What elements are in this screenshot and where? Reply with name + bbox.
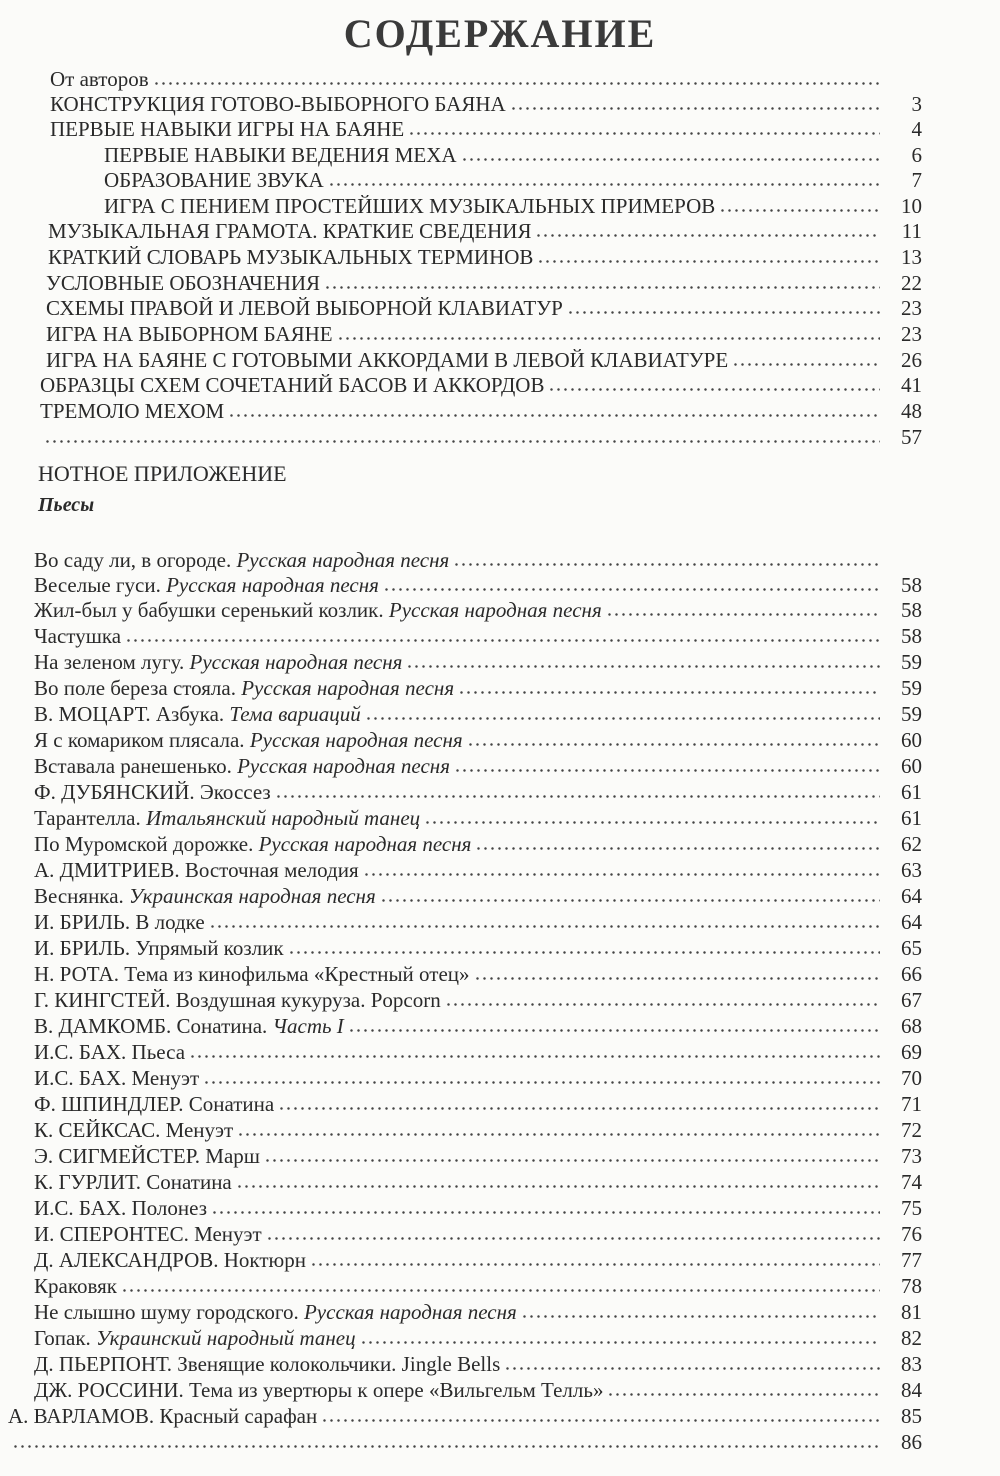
toc-entry-title xyxy=(50,67,149,91)
piece-entry-text: Веснянка. xyxy=(34,884,130,908)
piece-entry xyxy=(34,1324,922,1350)
piece-entry xyxy=(34,1194,922,1220)
dot-leader xyxy=(454,761,880,773)
toc-entry-page: 22 xyxy=(901,271,922,295)
dot-leader xyxy=(324,278,880,290)
piece-entry-page: 61 xyxy=(901,780,922,804)
piece-entry-title xyxy=(34,832,471,856)
piece-entry-page: 58 xyxy=(901,573,922,597)
toc-entry-title xyxy=(46,322,333,346)
dot-leader xyxy=(567,303,880,315)
piece-entry-text: Частушка xyxy=(34,624,122,648)
piece-entry xyxy=(34,648,922,674)
piece-entry-text: Гопак. xyxy=(34,1326,97,1350)
piece-entry xyxy=(8,1428,922,1454)
piece-entry-subtitle: Русская народная песня xyxy=(237,754,450,778)
piece-entry-title xyxy=(34,806,420,830)
piece-entry-text: Г. КИНГСТЕЙ. Воздушная кукуруза. Popcorn xyxy=(34,988,441,1012)
piece-entry-title xyxy=(34,1352,500,1376)
toc-entry-text: КОНСТРУКЦИЯ ГОТОВО-ВЫБОРНОГО БАЯНА xyxy=(50,92,506,116)
piece-entry-text: Ф. ДУБЯНСКИЙ. Экоссез xyxy=(34,780,271,804)
piece-entry-page: 82 xyxy=(901,1326,922,1350)
piece-entry-text: По Муромской дорожке. xyxy=(34,832,259,856)
piece-entry xyxy=(34,700,922,726)
piece-entry-text: Во поле береза стояла. xyxy=(34,676,242,700)
toc-entry-title xyxy=(104,143,457,167)
piece-entry-text: Веселые гуси. xyxy=(34,573,167,597)
piece-entry-page: 62 xyxy=(901,832,922,856)
piece-entry-text: Во саду ли, в огороде. xyxy=(34,548,237,572)
piece-entry xyxy=(34,622,922,648)
toc-entry-page: 6 xyxy=(911,143,922,167)
piece-entry-title xyxy=(34,910,205,934)
toc-entry-text: ПЕРВЫЕ НАВЫКИ ВЕДЕНИЯ МЕХА xyxy=(104,143,457,167)
piece-entry-page: 58 xyxy=(901,598,922,622)
toc-entry-text: ОБРАЗОВАНИЕ ЗВУКА xyxy=(104,168,324,192)
toc-entry xyxy=(104,192,922,218)
piece-entry-title xyxy=(34,1378,603,1402)
piece-entry-subtitle: Тема вариаций xyxy=(229,702,361,726)
dot-leader xyxy=(510,99,880,111)
piece-entry-text: Э. СИГМЕЙСТЕР. Марш xyxy=(34,1144,260,1168)
dot-leader xyxy=(125,631,880,643)
dot-leader xyxy=(548,380,880,392)
piece-entry-text: В. ДАМКОМБ. Сонатина. xyxy=(34,1014,273,1038)
dot-leader xyxy=(348,1021,880,1033)
piece-entry-title xyxy=(34,858,359,882)
piece-entry-text: И. БРИЛЬ. Упрямый козлик xyxy=(34,936,284,960)
dot-leader xyxy=(474,969,880,981)
piece-entry xyxy=(34,546,922,572)
dot-leader xyxy=(607,1385,880,1397)
piece-entry-title xyxy=(34,548,449,572)
dot-leader xyxy=(211,1203,880,1215)
dot-leader xyxy=(383,580,880,592)
toc-entry-page: 10 xyxy=(901,194,922,218)
piece-entry-title xyxy=(34,884,376,908)
piece-entry xyxy=(34,1298,922,1324)
toc-entry-page: 23 xyxy=(901,322,922,346)
toc-entry-page: 23 xyxy=(901,296,922,320)
piece-entry-page: 86 xyxy=(901,1430,922,1454)
toc-entry-text: УСЛОВНЫЕ ОБОЗНАЧЕНИЯ xyxy=(46,271,321,295)
piece-entry-page: 83 xyxy=(901,1352,922,1376)
toc-entry-page: 41 xyxy=(901,373,922,397)
toc-entry-title xyxy=(50,92,506,116)
dot-leader xyxy=(237,1125,880,1137)
piece-entry-page: 76 xyxy=(901,1222,922,1246)
piece-entry-page: 73 xyxy=(901,1144,922,1168)
piece-entry-title xyxy=(34,1040,185,1064)
piece-entry-title xyxy=(34,988,441,1012)
piece-entry-text: А. ВАРЛАМОВ. Красный сарафан xyxy=(8,1404,318,1428)
toc-entry-page: 26 xyxy=(901,348,922,372)
dot-leader xyxy=(537,252,880,264)
toc-entry-text: СХЕМЫ ПРАВОЙ И ЛЕВОЙ ВЫБОРНОЙ КЛАВИАТУР xyxy=(46,296,563,320)
piece-entry xyxy=(34,571,922,597)
dot-leader xyxy=(189,1047,880,1059)
dot-leader xyxy=(337,329,880,341)
toc-entry-title xyxy=(46,348,728,372)
dot-leader xyxy=(228,406,880,418)
piece-entry xyxy=(34,1142,922,1168)
piece-entry-subtitle: Русская народная песня xyxy=(258,832,472,856)
dot-leader xyxy=(203,1073,880,1085)
piece-entry xyxy=(34,778,922,804)
piece-entry-text: Я с комариком плясала. xyxy=(34,728,250,752)
piece-entry-page: 69 xyxy=(901,1040,922,1064)
dot-leader xyxy=(275,787,880,799)
piece-entry-text: И. СПЕРОНТЕС. Менуэт xyxy=(34,1222,262,1246)
toc-entry xyxy=(46,346,922,372)
piece-entry-page: 66 xyxy=(901,962,922,986)
toc-entry-text: КРАТКИЙ СЛОВАРЬ МУЗЫКАЛЬНЫХ ТЕРМИНОВ xyxy=(48,245,534,269)
piece-entry-page: 64 xyxy=(901,910,922,934)
toc-entry-text: ИГРА НА БАЯНЕ С ГОТОВЫМИ АККОРДАМИ В ЛЕВОЙ КЛАВИАТУРЕ xyxy=(46,348,729,372)
piece-entry xyxy=(34,960,922,986)
piece-entry-page: 59 xyxy=(901,676,922,700)
piece-entry-text: И.С. БАХ. Менуэт xyxy=(34,1066,200,1090)
piece-entry-title xyxy=(34,1326,356,1350)
toc-entry-text: ОБРАЗЦЫ СХЕМ СОЧЕТАНИЙ БАСОВ И АККОРДОВ xyxy=(40,373,545,397)
piece-entry-title xyxy=(34,1274,117,1298)
piece-entry-text: К. СЕЙКСАС. Менуэт xyxy=(34,1118,234,1142)
toc-entry-page: 11 xyxy=(901,219,922,243)
piece-entry-page: 81 xyxy=(901,1300,922,1324)
piece-entry-page: 60 xyxy=(901,728,922,752)
dot-leader xyxy=(153,74,880,86)
piece-entry-text: И.С. БАХ. Пьеса xyxy=(34,1040,186,1064)
dot-leader xyxy=(278,1099,880,1111)
piece-entry-page: 59 xyxy=(901,702,922,726)
piece-entry-page: 78 xyxy=(901,1274,922,1298)
toc-entry-text: ИГРА С ПЕНИЕМ ПРОСТЕЙШИХ МУЗЫКАЛЬНЫХ ПРИМЕРОВ xyxy=(104,194,716,218)
piece-entry-page: 71 xyxy=(901,1092,922,1116)
page-title: СОДЕРЖАНИЕ xyxy=(343,11,657,56)
piece-entry-page: 67 xyxy=(901,988,922,1012)
dot-leader xyxy=(363,865,880,877)
piece-entry-subtitle: Русская народная песня xyxy=(189,650,403,674)
toc-entry-page: 3 xyxy=(911,92,922,116)
toc-entry xyxy=(46,320,922,346)
piece-entry-page: 58 xyxy=(901,624,922,648)
piece-entry xyxy=(34,1350,922,1376)
piece-entry xyxy=(34,1272,922,1298)
piece-entry xyxy=(34,830,922,856)
dot-leader xyxy=(380,891,880,903)
toc-entry-title xyxy=(46,271,320,295)
toc-entry-page: 7 xyxy=(911,168,922,192)
dot-leader xyxy=(266,1229,880,1241)
dot-leader xyxy=(535,226,880,238)
dot-leader xyxy=(445,995,880,1007)
piece-entry xyxy=(34,596,922,622)
dot-leader xyxy=(321,1411,880,1423)
toc-entry-page: 57 xyxy=(901,425,922,449)
toc-entry-page: 4 xyxy=(911,117,922,141)
piece-entry xyxy=(34,856,922,882)
piece-entry-page: 70 xyxy=(901,1066,922,1090)
piece-entry-subtitle: Русская народная песня xyxy=(166,573,379,597)
piece-entry-title xyxy=(34,1066,199,1090)
piece-entry-title xyxy=(34,1300,517,1324)
piece-entry-text: Ф. ШПИНДЛЕР. Сонатина xyxy=(34,1092,275,1116)
toc-entry xyxy=(40,371,922,397)
toc-entry xyxy=(104,166,922,192)
piece-entry xyxy=(34,752,922,778)
piece-entry-title xyxy=(34,1222,262,1246)
piece-entry-page: 72 xyxy=(901,1118,922,1142)
piece-entry-page: 60 xyxy=(901,754,922,778)
toc-entry-title xyxy=(104,168,324,192)
piece-entry-page: 84 xyxy=(901,1378,922,1402)
dot-leader xyxy=(264,1151,880,1163)
piece-entry-subtitle: Украинская народная песня xyxy=(129,884,376,908)
piece-entry-subtitle: Русская народная песня xyxy=(388,598,602,622)
dot-leader xyxy=(360,1333,880,1345)
dot-leader xyxy=(12,1437,880,1449)
piece-entry-text: К. ГУРЛИТ. Сонатина xyxy=(34,1170,232,1194)
piece-entry-text: Н. РОТА. Тема из кинофильма «Крестный отец» xyxy=(34,962,470,986)
piece-entry xyxy=(34,1116,922,1142)
piece-entry xyxy=(34,1220,922,1246)
piece-entry xyxy=(34,726,922,752)
piece-entry-page: 68 xyxy=(901,1014,922,1038)
piece-entry-title xyxy=(34,1170,232,1194)
piece-entry-page: 63 xyxy=(901,858,922,882)
piece-entry-text: И.С. БАХ. Полонез xyxy=(34,1196,208,1220)
piece-entry-text: Жил-был у бабушки серенький козлик. xyxy=(34,598,389,622)
piece-entry-page: 85 xyxy=(901,1404,922,1428)
piece-entry xyxy=(34,986,922,1012)
piece-entry xyxy=(34,1038,922,1064)
dot-leader xyxy=(408,124,880,136)
piece-entry-text: На зеленом лугу. xyxy=(34,650,190,674)
piece-entry-title xyxy=(34,962,470,986)
piece-entry-subtitle: Украинский народный танец xyxy=(96,1326,356,1350)
piece-entry-title xyxy=(34,728,463,752)
dot-leader xyxy=(44,432,880,444)
piece-entry-title xyxy=(34,1196,207,1220)
dot-leader xyxy=(209,917,880,929)
appendix-heading: НОТНОЕ ПРИЛОЖЕНИЕ xyxy=(38,461,287,486)
dot-leader xyxy=(475,839,880,851)
toc-entry-title xyxy=(40,373,544,397)
toc-entry xyxy=(40,397,922,423)
toc-entry-text: ТРЕМОЛО МЕХОМ xyxy=(40,399,225,423)
piece-entry-title xyxy=(34,780,271,804)
piece-entry xyxy=(34,1012,922,1038)
toc-entry-title xyxy=(40,399,224,423)
toc-entry-page: 48 xyxy=(901,399,922,423)
piece-entry-text: В. МОЦАРТ. Азбука. xyxy=(34,702,230,726)
piece-entry-text: ДЖ. РОССИНИ. Тема из увертюры к опере «Вильгельм Телль» xyxy=(34,1378,604,1402)
piece-entry-subtitle: Итальянский народный танец xyxy=(145,806,421,830)
dot-leader xyxy=(406,657,880,669)
toc-entry-page: 13 xyxy=(901,245,922,269)
toc-entry-title xyxy=(48,245,533,269)
piece-entry-title xyxy=(34,1144,260,1168)
piece-entry xyxy=(34,882,922,908)
piece-entry-title xyxy=(34,650,402,674)
piece-entry-title xyxy=(34,1014,344,1038)
piece-entry-page: 61 xyxy=(901,806,922,830)
toc-entry-title xyxy=(46,296,563,320)
toc-entry-title xyxy=(104,194,715,218)
toc-entry xyxy=(50,115,922,141)
toc-entry xyxy=(46,269,922,295)
toc-entry-text: МУЗЫКАЛЬНАЯ ГРАМОТА. КРАТКИЕ СВЕДЕНИЯ xyxy=(48,219,532,243)
dot-leader xyxy=(606,605,880,617)
dot-leader xyxy=(453,555,880,567)
piece-entry-subtitle: Русская народная песня xyxy=(236,548,450,572)
piece-entry-text: Д. АЛЕКСАНДРОВ. Ноктюрн xyxy=(34,1248,306,1272)
piece-entry-text: Тарантелла. xyxy=(34,806,146,830)
dot-leader xyxy=(521,1307,880,1319)
piece-entry-title xyxy=(34,624,121,648)
toc-entry xyxy=(50,65,922,91)
piece-entry-title xyxy=(34,598,602,622)
piece-entry xyxy=(34,1376,922,1402)
piece-entry-title xyxy=(34,754,450,778)
piece-entry-page: 65 xyxy=(901,936,922,960)
dot-leader xyxy=(458,683,880,695)
piece-entry-title xyxy=(34,936,284,960)
dot-leader xyxy=(467,735,880,747)
piece-entry-title xyxy=(34,1092,274,1116)
piece-entry-page: 75 xyxy=(901,1196,922,1220)
toc-entry-title xyxy=(48,219,531,243)
dot-leader xyxy=(504,1359,880,1371)
dot-leader xyxy=(288,943,880,955)
piece-entry-text: И. БРИЛЬ. В лодке xyxy=(34,910,205,934)
dot-leader xyxy=(121,1281,880,1293)
dot-leader xyxy=(236,1177,880,1189)
piece-entry-subtitle: Часть I xyxy=(272,1014,344,1038)
piece-entry xyxy=(34,674,922,700)
piece-entry xyxy=(34,908,922,934)
toc-entry xyxy=(40,423,922,449)
piece-entry-page: 59 xyxy=(901,650,922,674)
piece-entry-title xyxy=(34,1118,233,1142)
dot-leader xyxy=(328,175,880,187)
piece-entry xyxy=(34,1168,922,1194)
piece-entry-subtitle: Русская народная песня xyxy=(249,728,463,752)
toc-entry-text: От авторов xyxy=(50,67,149,91)
piece-entry-text: Д. ПЬЕРПОНТ. Звенящие колокольчики. Jingle Bells xyxy=(34,1352,501,1376)
dot-leader xyxy=(732,355,880,367)
piece-entry xyxy=(34,1246,922,1272)
toc-entry-title xyxy=(50,117,404,141)
piece-entry-text: А. ДМИТРИЕВ. Восточная мелодия xyxy=(34,858,359,882)
piece-entry-subtitle: Русская народная песня xyxy=(241,676,455,700)
toc-entry xyxy=(50,90,922,116)
dot-leader xyxy=(424,813,880,825)
pieces-heading: Пьесы xyxy=(38,494,95,516)
piece-entry-subtitle: Русская народная песня xyxy=(303,1300,517,1324)
piece-entry-page: 64 xyxy=(901,884,922,908)
toc-entry xyxy=(48,217,922,243)
piece-entry xyxy=(34,1090,922,1116)
piece-entry-text: Не слышно шуму городского. xyxy=(34,1300,304,1324)
piece-entry-title xyxy=(34,702,361,726)
dot-leader xyxy=(310,1255,880,1267)
piece-entry xyxy=(8,1402,922,1428)
dot-leader xyxy=(719,201,880,213)
piece-entry xyxy=(34,934,922,960)
toc-entry xyxy=(46,294,922,320)
piece-entry-title xyxy=(34,573,379,597)
toc-entry-text: ИГРА НА ВЫБОРНОМ БАЯНЕ xyxy=(46,322,333,346)
dot-leader xyxy=(461,150,880,162)
piece-entry xyxy=(34,804,922,830)
piece-entry-text: Вставала ранешенько. xyxy=(34,754,238,778)
dot-leader xyxy=(365,709,880,721)
piece-entry-text: Краковяк xyxy=(34,1274,117,1298)
piece-entry-title xyxy=(8,1404,317,1428)
piece-entry xyxy=(34,1064,922,1090)
toc-entry-text: ПЕРВЫЕ НАВЫКИ ИГРЫ НА БАЯНЕ xyxy=(50,117,405,141)
toc-entry xyxy=(104,141,922,167)
piece-entry-title xyxy=(34,676,454,700)
piece-entry-page: 74 xyxy=(901,1170,922,1194)
piece-entry-title xyxy=(34,1248,306,1272)
piece-entry-page: 77 xyxy=(901,1248,922,1272)
toc-entry xyxy=(48,243,922,269)
